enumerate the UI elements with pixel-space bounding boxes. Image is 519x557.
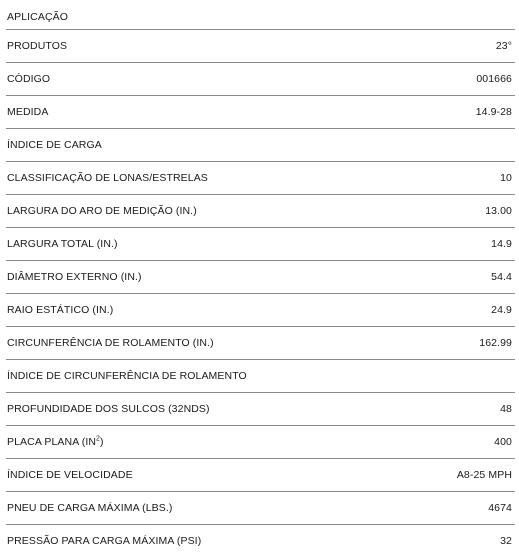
spec-value: 4674 (488, 502, 512, 514)
spec-row-largura-aro (6, 194, 515, 227)
spec-label-text: PLACA PLANA (IN (7, 436, 97, 448)
spec-row-codigo (6, 62, 515, 95)
spec-label: ÍNDICE DE CARGA (7, 139, 102, 151)
spec-row-pressao-carga-maxima (6, 524, 515, 557)
spec-label: RAIO ESTÁTICO (IN.) (7, 304, 114, 316)
spec-row-largura-total (6, 227, 515, 260)
spec-value: A8-25 MPH (456, 469, 512, 481)
spec-label: MEDIDA (7, 106, 49, 118)
spec-row-indice-circunferencia (6, 359, 515, 392)
spec-value: 13.00 (485, 205, 512, 217)
spec-label: ÍNDICE DE VELOCIDADE (7, 469, 133, 481)
spec-value: 162.99 (479, 337, 512, 349)
spec-value: 400 (494, 436, 512, 448)
spec-value: 14.9-28 (475, 106, 512, 118)
spec-row-indice-de-carga (6, 128, 515, 161)
spec-value: 001666 (476, 73, 512, 85)
spec-label: LARGURA TOTAL (IN.) (7, 238, 118, 250)
spec-label: PNEU DE CARGA MÁXIMA (LBS.) (7, 502, 173, 514)
spec-label-suffix: ) (100, 436, 104, 448)
spec-row-circunferencia-rolamento (6, 326, 515, 359)
spec-label: LARGURA DO ARO DE MEDIÇÃO (IN.) (7, 205, 197, 217)
spec-label: PRESSÃO PARA CARGA MÁXIMA (PSI) (7, 535, 202, 547)
spec-row-produtos (6, 29, 515, 62)
spec-row-indice-velocidade (6, 458, 515, 491)
spec-row-profundidade-sulcos (6, 392, 515, 425)
spec-label: PROFUNDIDADE DOS SULCOS (32NDS) (7, 403, 210, 415)
spec-label: PRODUTOS (7, 40, 68, 52)
spec-row-diametro-externo (6, 260, 515, 293)
spec-label: DIÂMETRO EXTERNO (IN.) (7, 271, 142, 283)
spec-value: 10 (500, 172, 512, 184)
spec-row-placa-plana (6, 425, 515, 458)
spec-label: CLASSIFICAÇÃO DE LONAS/ESTRELAS (7, 172, 208, 184)
spec-label (6, 436, 104, 448)
spec-row-pneu-carga-maxima (6, 491, 515, 524)
spec-label: CÓDIGO (7, 73, 51, 85)
spec-row-medida (6, 95, 515, 128)
spec-value: 23° (495, 40, 512, 52)
spec-row-raio-estatico (6, 293, 515, 326)
spec-value: 32 (500, 535, 512, 547)
spec-label-superscript: 2 (96, 435, 101, 443)
spec-label: ÍNDICE DE CIRCUNFERÊNCIA DE ROLAMENTO (7, 370, 247, 382)
spec-value: 24.9 (491, 304, 512, 316)
spec-value: 48 (500, 403, 512, 415)
spec-value: 54.4 (491, 271, 512, 283)
spec-value: 14.9 (491, 238, 512, 250)
spec-label: CIRCUNFERÊNCIA DE ROLAMENTO (IN.) (7, 337, 214, 349)
spec-row-classificacao-lonas (6, 161, 515, 194)
spec-label: APLICAÇÃO (7, 10, 69, 23)
